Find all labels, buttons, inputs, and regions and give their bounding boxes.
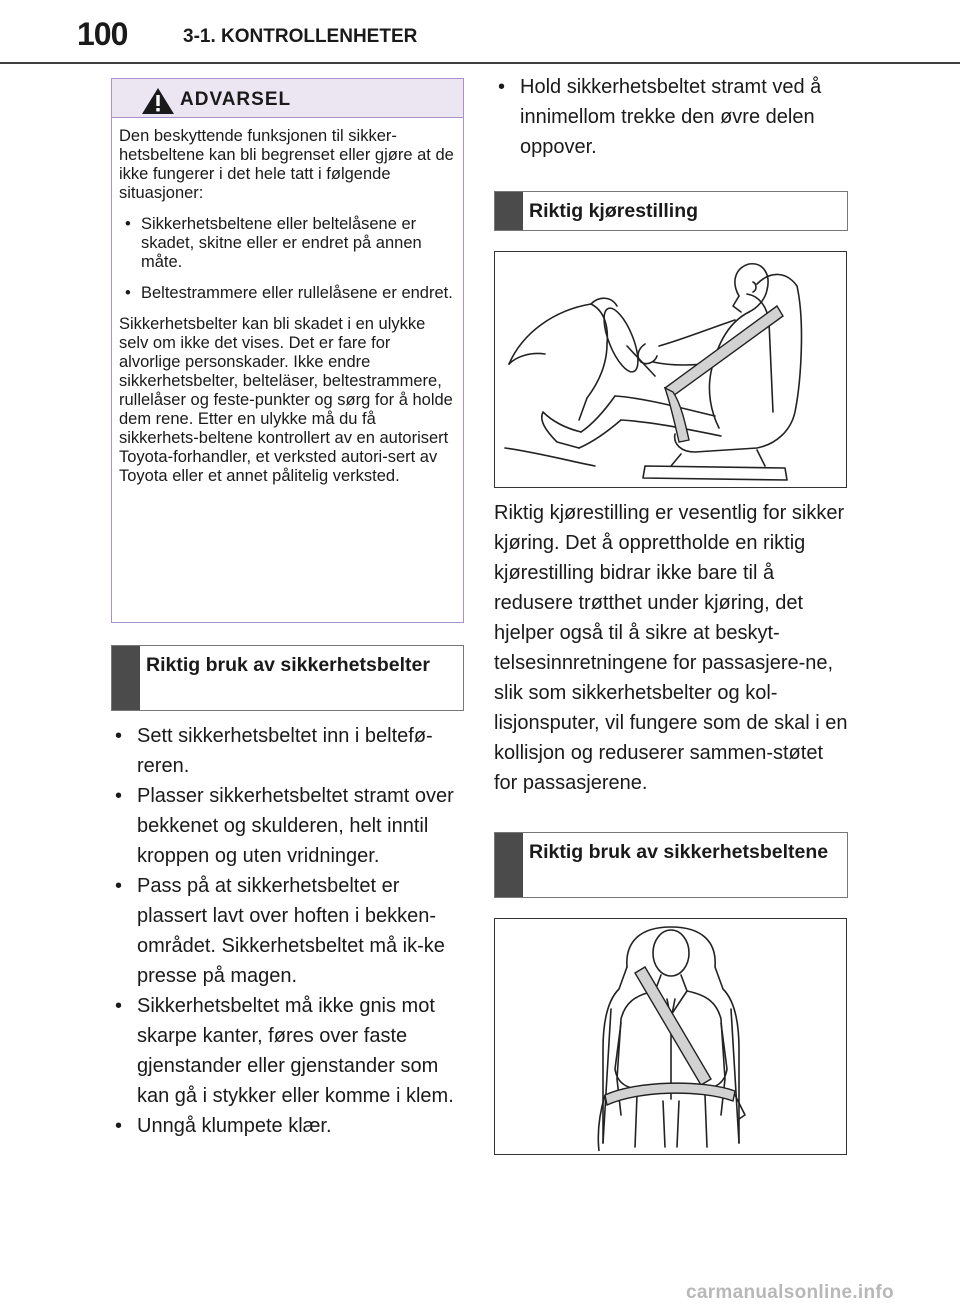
warning-list-item: • Sikkerhetsbeltene eller beltelåsene er skadet, skitne eller er endret på annen måte. [119,215,455,272]
warning-title: ADVARSEL [180,89,292,110]
section-heading-seatbelt-use [111,645,464,711]
warning-list [119,215,455,303]
watermark: carmanualsonline.info [686,1282,894,1303]
warning-triangle-icon [141,87,175,115]
seatbelt-use-list [111,721,464,1141]
section-title: 3-1. KONTROLLENHETER [183,26,418,47]
heading-bar [112,646,140,710]
warning-header [112,79,463,118]
heading-bar [495,833,523,897]
passenger-front-drawing [495,919,846,1154]
page-number: 100 [77,16,128,52]
heading-bar [495,192,523,230]
heading-text: Riktig kjørestilling [529,200,699,222]
driving-position-paragraph: Riktig kjørestilling er vesentlig for sikker kjøring. Det å opprettholde en riktig kjørestilling bidrar ikke bare til å redusere trøtthet under kjøring, det hjelper også til å sikre at beskyt-telsesinnretningene for passasjere-ne, slik som sikkerhetsbelter og kol-lisjonsputer, vil fungere som de skal i en kollisjon og reduserer sammen-støtet for passasjerene. [494,502,848,794]
heading-text: Riktig bruk av sikkerhetsbelter [146,654,430,676]
warning-list-item: • Beltestrammere eller rullelåsene er endret. [119,284,455,303]
warning-intro: Den beskyttende funksjonen til sikker-hetsbeltene kan bli begrenset eller gjøre at de ikke fungerer i det hele tatt i følgende situasjoner: [119,127,454,202]
list-item: • Sett sikkerhetsbeltet inn i beltefø-reren. [111,721,464,781]
warning-body [112,118,463,486]
section-heading-seatbelt-use-right [494,832,848,898]
left-column [111,78,464,1141]
list-item: • Plasser sikkerhetsbeltet stramt over bekkenet og skulderen, helt inntil kroppen og uten vridninger. [111,781,464,871]
page-header [0,0,960,64]
driving-position-illustration [494,251,847,488]
driver-seated-drawing [495,252,846,487]
right-bullet-list [494,72,848,162]
header-divider [0,62,960,64]
seatbelt-wearing-illustration [494,918,847,1155]
right-column [494,78,848,1155]
list-item: • Sikkerhetsbeltet må ikke gnis mot skarpe kanter, føres over faste gjenstander eller gjenstander som kan gå i stykker eller komme i klem. [111,991,464,1111]
list-item: • Unngå klumpete klær. [111,1111,464,1141]
section-heading-driving-position [494,191,848,231]
list-item: • Pass på at sikkerhetsbeltet er plassert lavt over hoften i bekken-området. Sikkerhetsbeltet må ik-ke presse på magen. [111,871,464,991]
list-item: • Hold sikkerhetsbeltet stramt ved å innimellom trekke den øvre delen oppover. [494,72,848,162]
warning-outro: Sikkerhetsbelter kan bli skadet i en ulykke selv om ikke det vises. Det er fare for alvorlige personskader. Ikke endre sikkerhetsbelter, belteläser, beltestrammere, rullelåser og feste-punkter og sørg for å holde dem rene. Etter en ulykke må du få sikkerhets-beltene kontrollert av en autorisert Toyota-forhandler, et verksted autori-sert av Toyota eller et annet pålitelig verksted. [119,315,453,485]
warning-box [111,78,464,623]
heading-text: Riktig bruk av sikkerhetsbeltene [529,841,829,863]
